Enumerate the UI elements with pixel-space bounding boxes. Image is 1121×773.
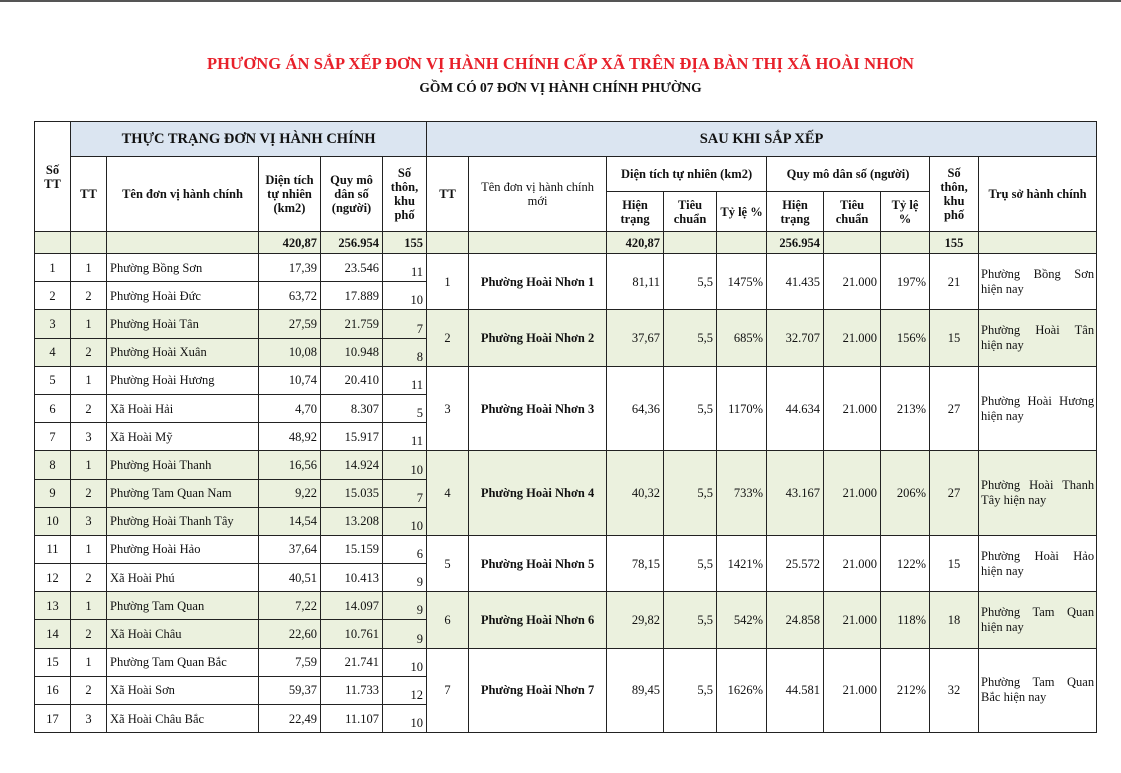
stt-cell: 17 (35, 705, 71, 733)
pop-ratio-cell: 212% (881, 648, 930, 733)
table-row (35, 310, 1097, 338)
new-tt-cell: 7 (427, 648, 469, 733)
tt-cell: 2 (71, 338, 107, 366)
area-cell: 9,22 (259, 479, 321, 507)
header-pop-standard: Tiêu chuẩn (824, 192, 881, 232)
admin-unit-table (34, 121, 1097, 733)
stt-cell: 1 (35, 254, 71, 282)
total-area: 420,87 (259, 232, 321, 254)
new-tt-cell: 2 (427, 310, 469, 366)
stt-cell: 11 (35, 535, 71, 563)
pop-standard-cell: 21.000 (824, 535, 881, 591)
villages-cell: 9 (383, 564, 427, 592)
new-unit-name-cell: Phường Hoài Nhơn 7 (469, 648, 607, 733)
area-standard-cell: 5,5 (664, 366, 717, 451)
area-standard-cell: 5,5 (664, 310, 717, 366)
population-cell: 17.889 (321, 282, 383, 310)
tt-cell: 2 (71, 479, 107, 507)
tt-cell: 2 (71, 394, 107, 422)
header-population: Quy mô dân số (người) (321, 157, 383, 232)
pop-ratio-cell: 213% (881, 366, 930, 451)
stt-cell: 16 (35, 676, 71, 704)
header-headquarters: Trụ sở hành chính (979, 157, 1097, 232)
header-villages: Số thôn, khu phố (383, 157, 427, 232)
area-cell: 37,64 (259, 535, 321, 563)
new-population-cell: 41.435 (767, 254, 824, 310)
area-cell: 10,74 (259, 366, 321, 394)
header-pop-current: Hiện trạng (767, 192, 824, 232)
new-population-cell: 25.572 (767, 535, 824, 591)
population-cell: 10.948 (321, 338, 383, 366)
new-villages-cell: 32 (930, 648, 979, 733)
population-cell: 21.741 (321, 648, 383, 676)
population-cell: 14.924 (321, 451, 383, 479)
population-cell: 8.307 (321, 394, 383, 422)
area-ratio-cell: 542% (717, 592, 767, 648)
document-title: PHƯƠNG ÁN SẮP XẾP ĐƠN VỊ HÀNH CHÍNH CẤP XÃ TRÊN ĐỊA BÀN THỊ XÃ HOÀI NHƠN (207, 54, 914, 73)
tt-cell: 1 (71, 451, 107, 479)
villages-cell: 5 (383, 394, 427, 422)
table-row (35, 451, 1097, 479)
new-unit-name-cell: Phường Hoài Nhơn 1 (469, 254, 607, 310)
headquarters-cell: Phường Hoài Hương hiện nay (979, 366, 1097, 451)
headquarters-cell: Phường Bồng Sơn hiện nay (979, 254, 1097, 310)
stt-cell: 15 (35, 648, 71, 676)
new-villages-cell: 15 (930, 310, 979, 366)
header-tt: TT (71, 157, 107, 232)
stt-cell: 13 (35, 592, 71, 620)
new-population-cell: 43.167 (767, 451, 824, 536)
population-cell: 13.208 (321, 507, 383, 535)
total-villages: 155 (383, 232, 427, 254)
new-tt-cell: 4 (427, 451, 469, 536)
stt-cell: 14 (35, 620, 71, 648)
pop-standard-cell: 21.000 (824, 366, 881, 451)
stt-cell: 10 (35, 507, 71, 535)
new-tt-cell: 5 (427, 535, 469, 591)
area-cell: 40,51 (259, 564, 321, 592)
villages-cell: 10 (383, 507, 427, 535)
area-cell: 48,92 (259, 423, 321, 451)
population-cell: 23.546 (321, 254, 383, 282)
villages-cell: 9 (383, 620, 427, 648)
headquarters-cell: Phường Tam Quan Bắc hiện nay (979, 648, 1097, 733)
header-area-standard: Tiêu chuẩn (664, 192, 717, 232)
area-cell: 7,22 (259, 592, 321, 620)
new-unit-name-cell: Phường Hoài Nhơn 5 (469, 535, 607, 591)
table-row (35, 254, 1097, 282)
stt-cell: 2 (35, 282, 71, 310)
population-cell: 20.410 (321, 366, 383, 394)
new-tt-cell: 1 (427, 254, 469, 310)
unit-name-cell: Phường Tam Quan (107, 592, 259, 620)
total-area-new: 420,87 (607, 232, 664, 254)
unit-name-cell: Xã Hoài Châu Bắc (107, 705, 259, 733)
new-area-cell: 64,36 (607, 366, 664, 451)
area-cell: 22,60 (259, 620, 321, 648)
population-cell: 14.097 (321, 592, 383, 620)
new-population-cell: 24.858 (767, 592, 824, 648)
pop-ratio-cell: 156% (881, 310, 930, 366)
tt-cell: 3 (71, 423, 107, 451)
pop-ratio-cell: 197% (881, 254, 930, 310)
villages-cell: 9 (383, 592, 427, 620)
area-cell: 59,37 (259, 676, 321, 704)
header-after-rearrangement: SAU KHI SẮP XẾP (427, 122, 1097, 157)
stt-cell: 9 (35, 479, 71, 507)
unit-name-cell: Xã Hoài Hải (107, 394, 259, 422)
tt-cell: 1 (71, 648, 107, 676)
header-population-group: Quy mô dân số (người) (767, 157, 930, 192)
header-so-tt: Số TT (35, 122, 71, 232)
pop-ratio-cell: 118% (881, 592, 930, 648)
headquarters-cell: Phường Hoài Tân hiện nay (979, 310, 1097, 366)
pop-standard-cell: 21.000 (824, 254, 881, 310)
unit-name-cell: Phường Hoài Hương (107, 366, 259, 394)
villages-cell: 11 (383, 254, 427, 282)
villages-cell: 11 (383, 423, 427, 451)
population-cell: 21.759 (321, 310, 383, 338)
unit-name-cell: Phường Hoài Thanh (107, 451, 259, 479)
area-cell: 22,49 (259, 705, 321, 733)
stt-cell: 4 (35, 338, 71, 366)
villages-cell: 10 (383, 705, 427, 733)
stt-cell: 7 (35, 423, 71, 451)
villages-cell: 10 (383, 282, 427, 310)
area-ratio-cell: 1626% (717, 648, 767, 733)
table-row (35, 366, 1097, 394)
new-area-cell: 81,11 (607, 254, 664, 310)
villages-cell: 6 (383, 535, 427, 563)
new-area-cell: 78,15 (607, 535, 664, 591)
area-ratio-cell: 1475% (717, 254, 767, 310)
area-cell: 10,08 (259, 338, 321, 366)
stt-cell: 8 (35, 451, 71, 479)
headquarters-cell: Phường Hoài Thanh Tây hiện nay (979, 451, 1097, 536)
stt-cell: 12 (35, 564, 71, 592)
new-tt-cell: 3 (427, 366, 469, 451)
new-population-cell: 32.707 (767, 310, 824, 366)
table-row (35, 648, 1097, 676)
stt-cell: 6 (35, 394, 71, 422)
area-cell: 7,59 (259, 648, 321, 676)
tt-cell: 1 (71, 310, 107, 338)
stt-cell: 5 (35, 366, 71, 394)
population-cell: 11.107 (321, 705, 383, 733)
population-cell: 15.159 (321, 535, 383, 563)
new-tt-cell: 6 (427, 592, 469, 648)
new-area-cell: 37,67 (607, 310, 664, 366)
villages-cell: 7 (383, 479, 427, 507)
area-ratio-cell: 685% (717, 310, 767, 366)
header-area-ratio: Tỷ lệ % (717, 192, 767, 232)
header-current-state: THỰC TRẠNG ĐƠN VỊ HÀNH CHÍNH (71, 122, 427, 157)
new-villages-cell: 15 (930, 535, 979, 591)
new-unit-name-cell: Phường Hoài Nhơn 6 (469, 592, 607, 648)
area-ratio-cell: 1421% (717, 535, 767, 591)
stt-cell: 3 (35, 310, 71, 338)
pop-ratio-cell: 206% (881, 451, 930, 536)
villages-cell: 7 (383, 310, 427, 338)
pop-standard-cell: 21.000 (824, 592, 881, 648)
header-area-current: Hiện trạng (607, 192, 664, 232)
area-standard-cell: 5,5 (664, 648, 717, 733)
tt-cell: 2 (71, 620, 107, 648)
unit-name-cell: Phường Hoài Xuân (107, 338, 259, 366)
unit-name-cell: Phường Hoài Hảo (107, 535, 259, 563)
new-area-cell: 89,45 (607, 648, 664, 733)
new-population-cell: 44.634 (767, 366, 824, 451)
new-unit-name-cell: Phường Hoài Nhơn 4 (469, 451, 607, 536)
totals-row (35, 232, 1097, 254)
area-cell: 4,70 (259, 394, 321, 422)
area-cell: 63,72 (259, 282, 321, 310)
tt-cell: 2 (71, 676, 107, 704)
unit-name-cell: Phường Bồng Sơn (107, 254, 259, 282)
population-cell: 10.761 (321, 620, 383, 648)
unit-name-cell: Phường Hoài Đức (107, 282, 259, 310)
area-standard-cell: 5,5 (664, 451, 717, 536)
header-area: Diện tích tự nhiên (km2) (259, 157, 321, 232)
new-villages-cell: 21 (930, 254, 979, 310)
tt-cell: 1 (71, 366, 107, 394)
header-unit-name: Tên đơn vị hành chính (107, 157, 259, 232)
total-population: 256.954 (321, 232, 383, 254)
population-cell: 10.413 (321, 564, 383, 592)
area-cell: 14,54 (259, 507, 321, 535)
new-villages-cell: 27 (930, 451, 979, 536)
new-unit-name-cell: Phường Hoài Nhơn 3 (469, 366, 607, 451)
header-new-unit-name: Tên đơn vị hành chính mới (469, 157, 607, 232)
pop-standard-cell: 21.000 (824, 310, 881, 366)
area-cell: 17,39 (259, 254, 321, 282)
area-standard-cell: 5,5 (664, 254, 717, 310)
table-row (35, 535, 1097, 563)
new-unit-name-cell: Phường Hoài Nhơn 2 (469, 310, 607, 366)
unit-name-cell: Xã Hoài Phú (107, 564, 259, 592)
area-ratio-cell: 733% (717, 451, 767, 536)
unit-name-cell: Phường Hoài Tân (107, 310, 259, 338)
top-border (0, 0, 1121, 2)
villages-cell: 8 (383, 338, 427, 366)
tt-cell: 1 (71, 592, 107, 620)
headquarters-cell: Phường Tam Quan hiện nay (979, 592, 1097, 648)
tt-cell: 1 (71, 535, 107, 563)
new-area-cell: 29,82 (607, 592, 664, 648)
tt-cell: 3 (71, 507, 107, 535)
total-villages-new: 155 (930, 232, 979, 254)
document-subtitle: GỒM CÓ 07 ĐƠN VỊ HÀNH CHÍNH PHƯỜNG (419, 80, 702, 95)
unit-name-cell: Xã Hoài Châu (107, 620, 259, 648)
villages-cell: 10 (383, 451, 427, 479)
tt-cell: 2 (71, 282, 107, 310)
unit-name-cell: Xã Hoài Mỹ (107, 423, 259, 451)
area-cell: 16,56 (259, 451, 321, 479)
total-population-new: 256.954 (767, 232, 824, 254)
pop-ratio-cell: 122% (881, 535, 930, 591)
unit-name-cell: Phường Tam Quan Nam (107, 479, 259, 507)
tt-cell: 1 (71, 254, 107, 282)
new-area-cell: 40,32 (607, 451, 664, 536)
villages-cell: 11 (383, 366, 427, 394)
area-cell: 27,59 (259, 310, 321, 338)
pop-standard-cell: 21.000 (824, 648, 881, 733)
new-population-cell: 44.581 (767, 648, 824, 733)
header-tt-new: TT (427, 157, 469, 232)
villages-cell: 12 (383, 676, 427, 704)
area-standard-cell: 5,5 (664, 592, 717, 648)
tt-cell: 2 (71, 564, 107, 592)
population-cell: 15.035 (321, 479, 383, 507)
header-area-group: Diện tích tự nhiên (km2) (607, 157, 767, 192)
area-standard-cell: 5,5 (664, 535, 717, 591)
new-villages-cell: 18 (930, 592, 979, 648)
area-ratio-cell: 1170% (717, 366, 767, 451)
unit-name-cell: Xã Hoài Sơn (107, 676, 259, 704)
population-cell: 15.917 (321, 423, 383, 451)
population-cell: 11.733 (321, 676, 383, 704)
header-pop-ratio: Tỷ lệ % (881, 192, 930, 232)
villages-cell: 10 (383, 648, 427, 676)
pop-standard-cell: 21.000 (824, 451, 881, 536)
new-villages-cell: 27 (930, 366, 979, 451)
header-villages-new: Số thôn, khu phố (930, 157, 979, 232)
headquarters-cell: Phường Hoài Hảo hiện nay (979, 535, 1097, 591)
tt-cell: 3 (71, 705, 107, 733)
unit-name-cell: Phường Tam Quan Bắc (107, 648, 259, 676)
table-row (35, 592, 1097, 620)
unit-name-cell: Phường Hoài Thanh Tây (107, 507, 259, 535)
